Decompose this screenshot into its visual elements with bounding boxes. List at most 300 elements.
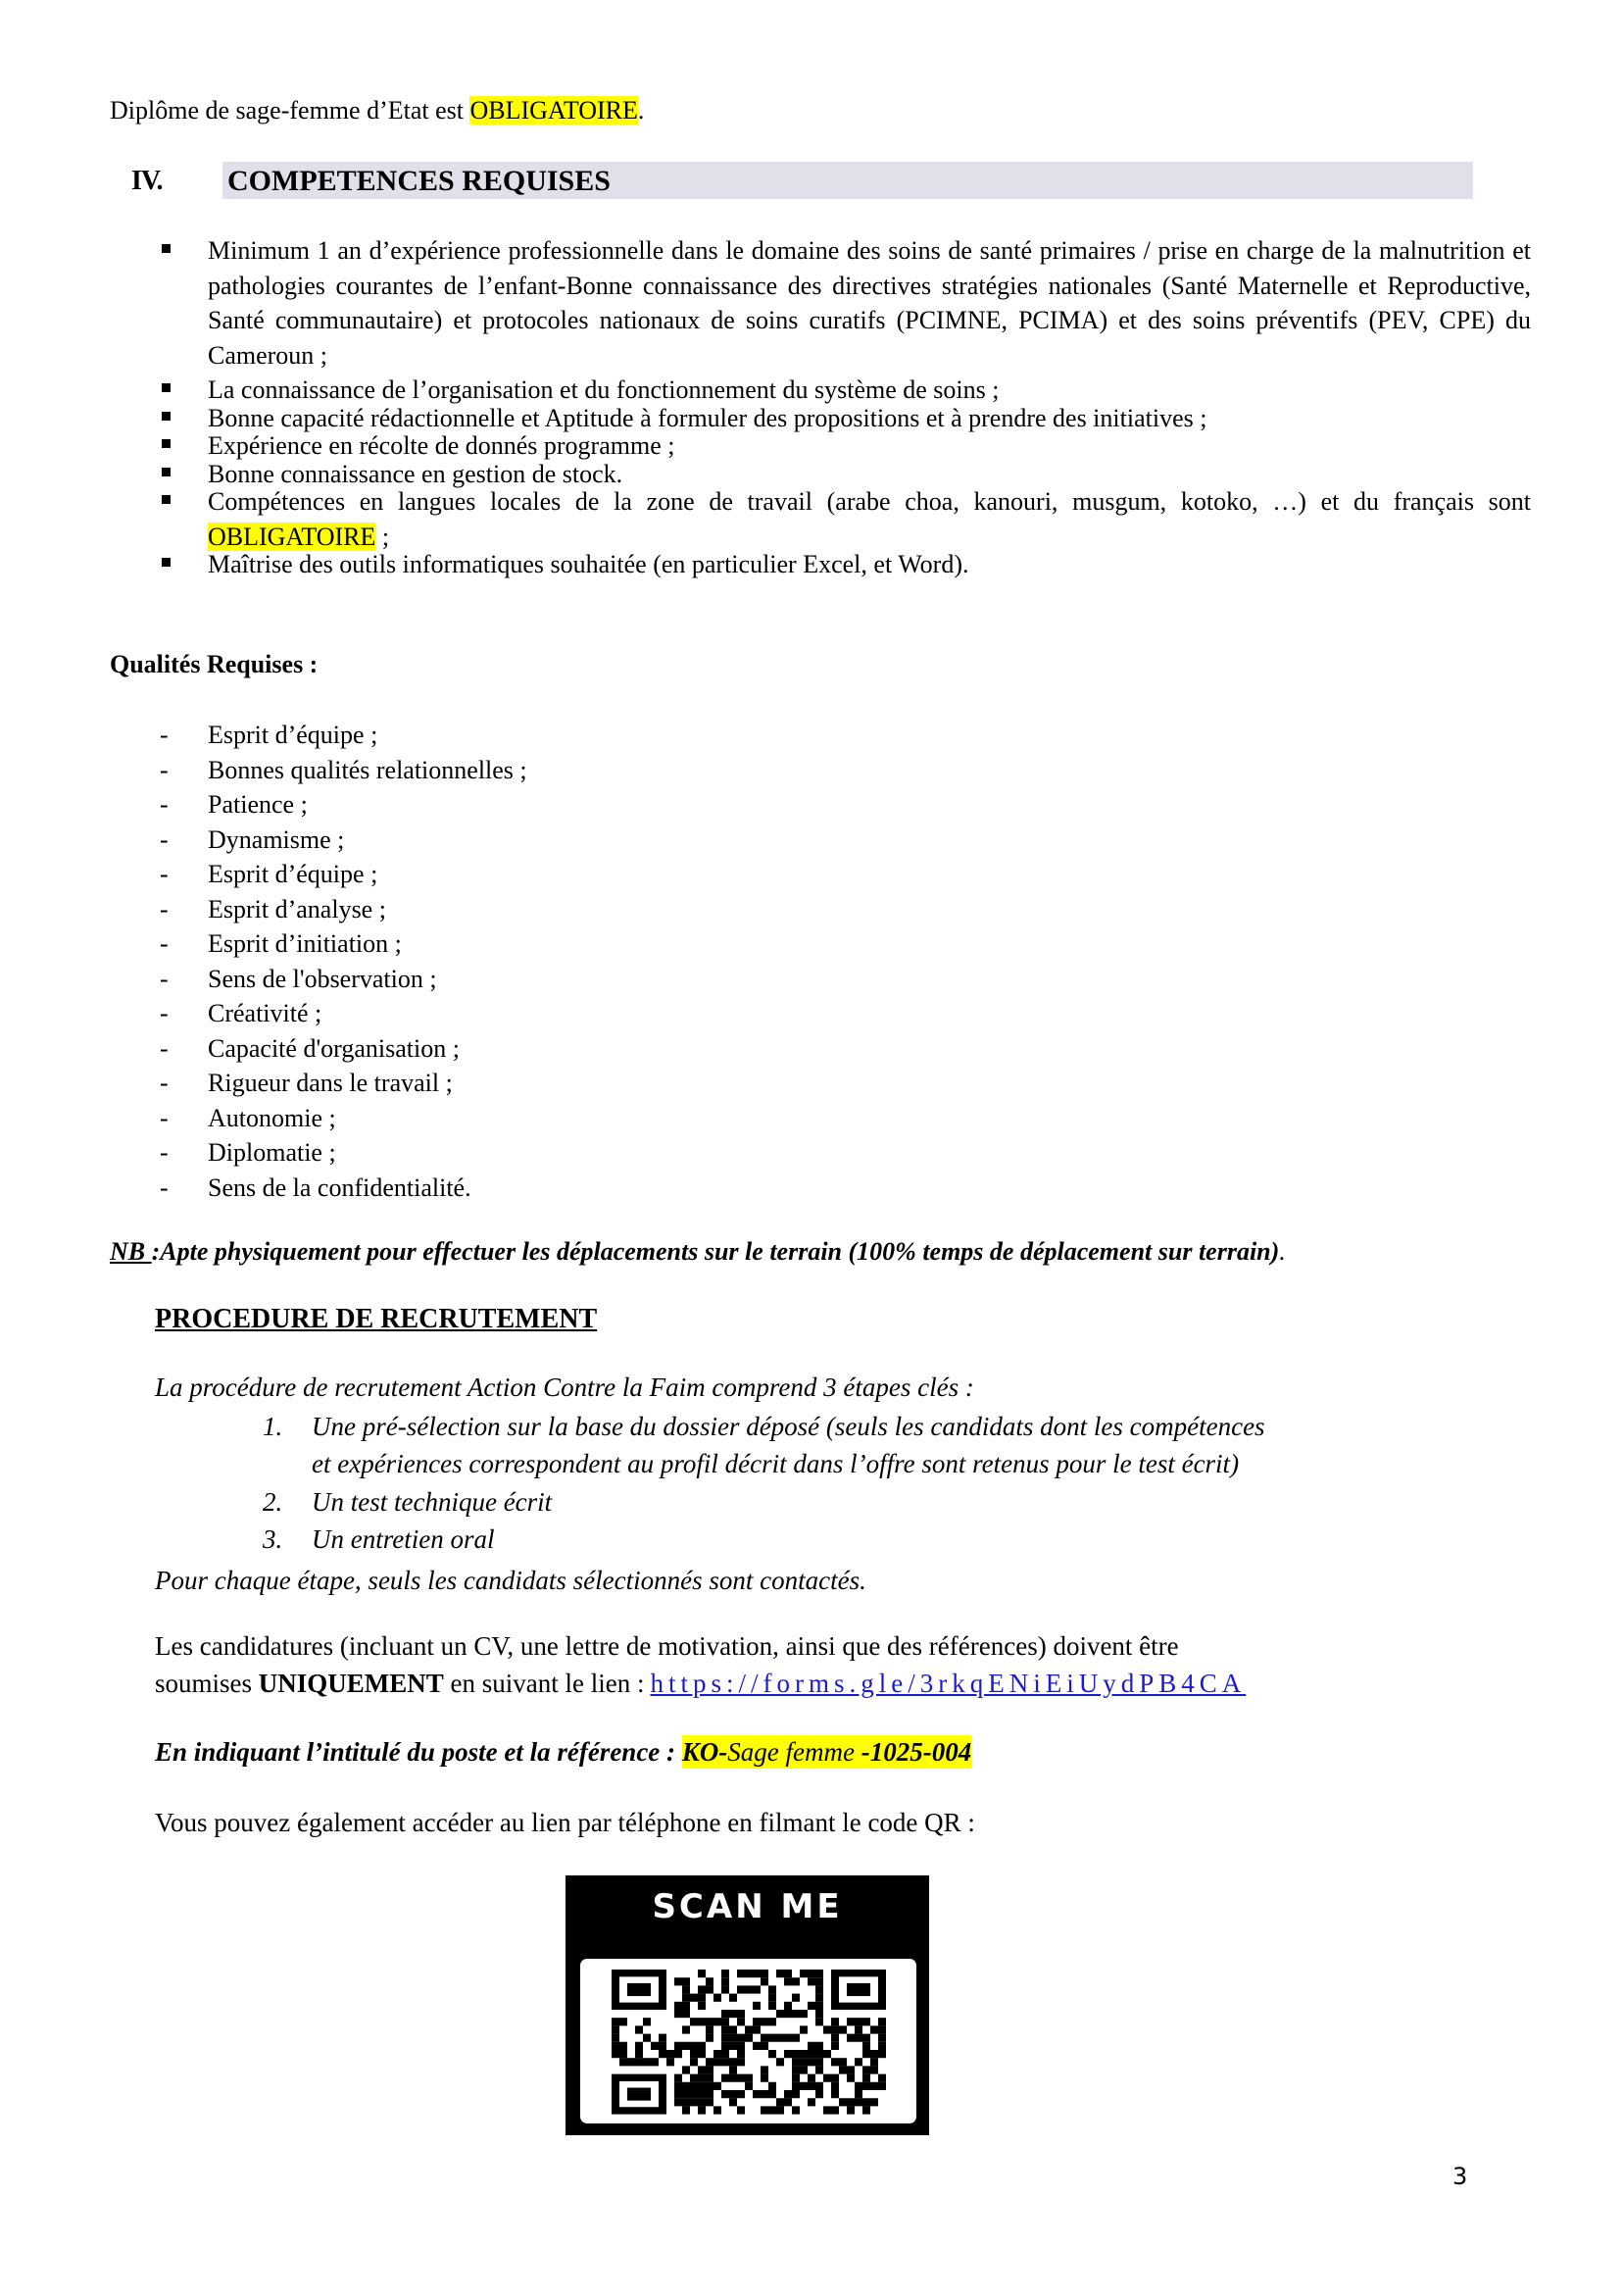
qr-module [706,2034,713,2042]
qr-module [737,1985,745,1993]
qr-module [619,2042,627,2050]
qr-module [706,2058,713,2066]
qr-module [659,2034,666,2042]
qr-module [831,2025,839,2033]
qr-module [761,2042,768,2050]
qr-module [776,1970,784,1977]
qr-module [823,2025,831,2033]
square-bullet-icon [162,439,171,448]
qr-module [745,1985,753,1993]
qr-module [768,2090,776,2098]
qr-module [808,2042,815,2050]
qr-module [808,2074,815,2082]
qualite-text: Esprit d’équipe ; [208,860,378,888]
qr-module [721,1970,729,1977]
qr-module [800,2058,808,2066]
step-text: Un entretien oral [312,1524,495,1554]
reference-line [155,1737,971,1768]
nb-label: NB [110,1237,152,1266]
dash-bullet-icon: - [160,824,169,854]
qr-module [862,2082,870,2090]
qr-module [713,2082,721,2090]
qr-module [792,2058,800,2066]
qualite-text: Patience ; [208,790,308,819]
qr-module [674,2002,682,2010]
qr-module [721,2074,729,2082]
qr-module [698,2074,706,2082]
competence-text: Maîtrise des outils informatiques souhaitée (en particulier Excel, et Word). [208,550,969,578]
qr-module [721,2034,729,2042]
qr-module [690,2098,698,2106]
qr-module [729,2042,737,2050]
qr-module [768,2034,776,2042]
candidatures-mid: en suivant le lien : [443,1669,645,1698]
qr-module [761,2106,768,2114]
qr-module [847,1983,870,1996]
application-form-link[interactable]: https://forms.gle/3rkqENiEiUydPB4CA [650,1669,1247,1698]
qualites-title: Qualités Requises : [110,650,319,678]
qr-module [729,2058,737,2066]
qr-module [815,2082,823,2090]
candidatures-line: Les candidatures (incluant un CV, une lettre de motivation, ainsi que des références) doivent être [155,1631,1179,1661]
qr-module [870,2066,878,2073]
dash-bullet-icon: - [160,721,169,749]
qr-card [580,1959,916,2123]
qr-module [855,2058,862,2066]
qr-module [753,1985,761,1993]
qr-module [831,2090,839,2098]
diplome-requirement [110,96,644,125]
qr-module [619,2058,627,2066]
qr-module [878,2082,886,2090]
qr-module [815,2050,823,2058]
qr-module [784,1977,792,1985]
qr-module [643,2058,651,2066]
qr-module [682,2002,690,2010]
qr-module [690,2050,698,2058]
qr-module [800,2010,808,2018]
qr-module [823,2106,831,2114]
qr-module [706,1977,713,1985]
qr-module [659,2050,666,2058]
qualite-text: Dynamisme ; [208,824,345,854]
qualite-text: Capacité d'organisation ; [208,1033,460,1063]
obligatoire-highlight: OBLIGATOIRE [208,522,376,551]
page-number: 3 [1452,2163,1468,2190]
qr-module [855,2082,862,2090]
qr-module [682,1977,690,1985]
qr-module [776,2098,784,2106]
qr-module [721,2090,729,2098]
qr-module [862,2050,870,2058]
qr-module [721,2010,729,2018]
qr-module [800,2082,808,2090]
qr-module [713,1994,721,2002]
qr-module [698,2050,706,2058]
qr-module [635,2042,643,2050]
qr-module [706,2074,713,2082]
qr-module [690,2018,698,2025]
procedure-intro: La procédure de recrutement Action Contre la Faim comprend 3 étapes clés : [155,1373,974,1402]
reference-code-c: -1025-004 [861,1737,972,1767]
candidatures-prefix: soumises [155,1669,259,1698]
qr-module [862,2042,870,2050]
qr-module [761,2074,768,2082]
qualite-text: Autonomie ; [208,1103,336,1132]
qr-module [706,2025,713,2033]
square-bullet-icon [162,468,171,476]
qr-module [815,2066,823,2073]
qr-module [721,1985,729,1993]
qr-module [682,2106,690,2114]
qr-module [761,1970,768,1977]
dash-bullet-icon: - [160,755,169,784]
qr-module [792,2010,800,2018]
qr-module [792,2034,800,2042]
qr-module [737,2010,745,2018]
qr-module [878,2050,886,2058]
qr-module [674,1977,682,1985]
qr-module [612,2025,619,2033]
qr-module [815,2058,823,2066]
qr-module [713,2018,721,2025]
qr-module [753,2042,761,2050]
qr-module [713,2106,721,2114]
qr-module [815,2042,823,2050]
qr-module [761,1977,768,1985]
qr-module [831,2018,839,2025]
qr-module [784,2090,792,2098]
qr-module [792,2074,800,2082]
qr-module [745,2074,753,2082]
qr-module [870,2098,878,2106]
dash-bullet-icon: - [160,929,169,958]
qr-module [698,1994,706,2002]
qr-module [627,2088,651,2101]
qr-module [706,2066,713,2073]
qr-module [721,2018,729,2025]
qr-module [706,2090,713,2098]
qr-module [690,2082,698,2090]
square-bullet-icon [162,383,171,392]
qr-module [870,2050,878,2058]
qr-module [674,2098,682,2106]
qualite-text: Bonnes qualités relationnelles ; [208,755,527,784]
qr-module [823,2074,831,2082]
qr-module [792,2066,800,2073]
section-title: COMPETENCES REQUISES [227,165,611,197]
qr-module [674,2042,682,2050]
qr-module [847,2066,855,2073]
obligatoire-highlight: OBLIGATOIRE [469,96,638,125]
qr-module [745,2025,753,2033]
qr-module [682,1985,690,1993]
qr-module [651,2042,659,2050]
dash-bullet-icon: - [160,999,169,1027]
qr-module [698,2098,706,2106]
qr-module [808,2058,815,2066]
dash-bullet-icon: - [160,964,169,993]
qr-module [878,2018,886,2025]
qr-module [706,1985,713,1993]
procedure-note: Pour chaque étape, seuls les candidats sélectionnés sont contactés. [155,1566,866,1595]
qr-module [666,2050,674,2058]
square-bullet-icon [162,558,171,567]
qr-module [792,1994,800,2002]
qr-module [768,2050,776,2058]
qr-module [745,2034,753,2042]
procedure-title: PROCEDURE DE RECRUTEMENT [155,1304,598,1334]
qr-module [761,2034,768,2042]
qr-module [721,1977,729,1985]
qualite-text: Rigueur dans le travail ; [208,1069,453,1097]
diplome-text: Diplôme de sage-femme d’Etat est [110,96,470,125]
qr-module [627,2058,635,2066]
qr-module [737,2058,745,2066]
qr-module [745,1970,753,1977]
reference-code [682,1735,971,1769]
competence-text: Bonne capacité rédactionnelle et Aptitude à formuler des propositions et à prendre des initiatives ; [208,403,1207,432]
qr-instruction: Vous pouvez également accéder au lien par téléphone en filmant le code QR : [155,1808,975,1837]
qr-module [753,2025,761,2033]
qr-module [878,2025,886,2033]
qualite-text: Esprit d’équipe ; [208,721,378,749]
dash-bullet-icon: - [160,1173,169,1202]
qr-module [776,2010,784,2018]
qr-module [862,2034,870,2042]
qr-module [815,1970,823,1977]
qr-module [784,2002,792,2010]
qualite-text: Esprit d’initiation ; [208,929,402,958]
qr-module [847,2034,855,2042]
dash-bullet-icon: - [160,1138,169,1167]
qr-module [823,2050,831,2058]
qr-module [619,2050,627,2058]
qr-module [690,2090,698,2098]
qr-module [643,2018,651,2025]
qr-module [674,2074,682,2082]
square-bullet-icon [162,412,171,421]
section-heading [0,162,1623,201]
qr-module [839,2058,847,2066]
scan-me-label: SCAN ME [652,1887,843,1926]
competence-text: La connaissance de l’organisation et du fonctionnement du système de soins ; [208,375,1000,404]
qr-module [815,2002,823,2010]
qr-module [753,2018,761,2025]
qr-code-block[interactable] [566,1875,929,2135]
step-text: Un test technique écrit [312,1487,553,1517]
reference-code-a: KO- [681,1737,728,1767]
qr-module [862,2066,870,2073]
qualite-text: Diplomatie ; [208,1138,336,1167]
list-item [0,547,1623,582]
qr-module [674,2082,682,2090]
qr-module [839,2025,847,2033]
qr-module [635,2050,643,2058]
qr-code-icon [612,1970,886,2115]
qr-module [729,2066,737,2073]
qr-module [847,2018,855,2025]
reference-code-b: Sage femme [727,1737,861,1767]
qr-module [729,2090,737,2098]
qr-module [862,2018,870,2025]
qr-module [847,2098,855,2106]
qr-module [682,2098,690,2106]
qr-module [831,2042,839,2050]
qr-module [776,2034,784,2042]
qr-module [831,2082,839,2090]
qr-module [612,2034,619,2042]
qualite-text: Sens de la confidentialité. [208,1173,471,1202]
qr-module [666,2058,674,2066]
competence-suffix: ; [375,522,390,551]
qr-module [784,2034,792,2042]
qr-module [737,2106,745,2114]
qr-module [768,1985,776,1993]
step-text: et expériences correspondent au profil décrit dans l’offre sont retenus pour le test écrit) [312,1449,1240,1478]
qr-module [761,2066,768,2073]
square-bullet-icon [162,244,171,253]
qr-module [612,2042,619,2050]
qualite-text: Sens de l'observation ; [208,964,437,993]
qr-module [855,2025,862,2033]
qr-module [698,2082,706,2090]
qr-module [870,2082,878,2090]
qr-module [729,2025,737,2033]
qr-module [815,1985,823,1993]
qr-module [808,2098,815,2106]
qr-module [698,2066,706,2073]
competence-languages-text: Compétences en langues locales de la zone de travail (arabe choa, kanouri, musgum, kotoko, …) et du français sont [208,487,1531,516]
qr-module [792,2090,800,2098]
qr-module [729,2074,737,2082]
qr-module [721,2058,729,2066]
qr-module [847,2106,855,2114]
qr-module [784,1970,792,1977]
qr-module [659,2042,666,2050]
qr-module [721,2025,729,2033]
qr-module [737,1970,745,1977]
qr-module [674,2010,682,2018]
section-number: IV. [131,166,163,196]
qr-module [721,2050,729,2058]
qr-module [706,2018,713,2025]
nb-note [110,1237,1286,1267]
qualite-text: Esprit d’analyse ; [208,894,386,923]
qr-module [713,2058,721,2066]
qr-module [682,2090,690,2098]
competences-list [0,233,1623,587]
qr-module [737,2034,745,2042]
qr-module [855,2034,862,2042]
qr-module [839,2098,847,2106]
qr-module [690,2058,698,2066]
qr-module [776,2106,784,2114]
dash-bullet-icon: - [160,860,169,888]
dash-bullet-icon: - [160,1103,169,1132]
qr-module [878,2074,886,2082]
qr-module [815,2018,823,2025]
qr-module [768,1994,776,2002]
qr-module [729,2034,737,2042]
qr-module [792,2050,800,2058]
qr-module [792,2082,800,2090]
dash-bullet-icon: - [160,894,169,923]
qr-module [839,2066,847,2073]
qr-module [808,2050,815,2058]
qr-module [831,2106,839,2114]
qr-module [635,2025,643,2033]
step-number: 3. [263,1524,283,1554]
qr-module [847,2074,855,2082]
qr-module [698,2090,706,2098]
qr-module [698,1985,706,1993]
qr-module [674,2050,682,2058]
list-item [0,233,1623,373]
square-bullet-icon [162,495,171,504]
qr-module [808,1977,815,1985]
qr-module [737,2074,745,2082]
qr-module [808,2002,815,2010]
qr-module [768,2082,776,2090]
qr-module [784,2098,792,2106]
qr-module [855,2090,862,2098]
dash-bullet-icon: - [160,1069,169,1097]
qr-module [753,2090,761,2098]
qr-module [800,2050,808,2058]
qr-module [729,1994,737,2002]
qr-module [800,1970,808,1977]
qr-module [729,2098,737,2106]
qr-module [737,2018,745,2025]
qr-module [619,2018,627,2025]
qr-module [706,2098,713,2106]
competence-text: Bonne connaissance en gestion de stock. [208,459,623,488]
qr-module [682,2066,690,2073]
qr-module [761,2018,768,2025]
qr-module [713,2050,721,2058]
qr-module [690,2074,698,2082]
dash-bullet-icon: - [160,1033,169,1063]
qr-module [627,1983,651,1996]
nb-text: :Apte physiquement pour effectuer les déplacements sur le terrain (100% temps de déplacement sur terrain) [151,1237,1280,1266]
qr-module [682,1994,690,2002]
qr-module [729,2010,737,2018]
qr-module [721,2042,729,2050]
qr-module [862,2098,870,2106]
step-number: 2. [263,1487,283,1517]
qr-module [698,2106,706,2114]
qr-module [706,2082,713,2090]
qr-module [768,2106,776,2114]
candidatures-line [155,1669,1246,1699]
qr-module [737,2042,745,2050]
qr-module [792,2106,800,2114]
qr-module [808,2082,815,2090]
qr-module [800,2066,808,2073]
competence-text: Minimum 1 an d’expérience professionnelle dans le domaine des soins de santé primaires / prise en charge de la malnutrition et pathologies courantes de l’enfant-Bonne connaissance des directives stratégies nationales (Santé Maternelle et Reproductive, Santé communautaire) et protocoles nationaux de soins curatifs (PCIMNE, PCIMA) et des soins préventifs (PEV, CPE) du Cameroun ; [208,236,1531,370]
list-item [0,484,1623,554]
competence-text: Expérience en récolte de donnés programme ; [208,431,675,460]
qr-module [855,2098,862,2106]
qr-module [753,2002,761,2010]
qr-module [878,2034,886,2042]
qr-module [878,2042,886,2050]
qr-module [682,2025,690,2033]
qr-module [815,1994,823,2002]
qr-module [768,2002,776,2010]
qr-module [643,2034,651,2042]
